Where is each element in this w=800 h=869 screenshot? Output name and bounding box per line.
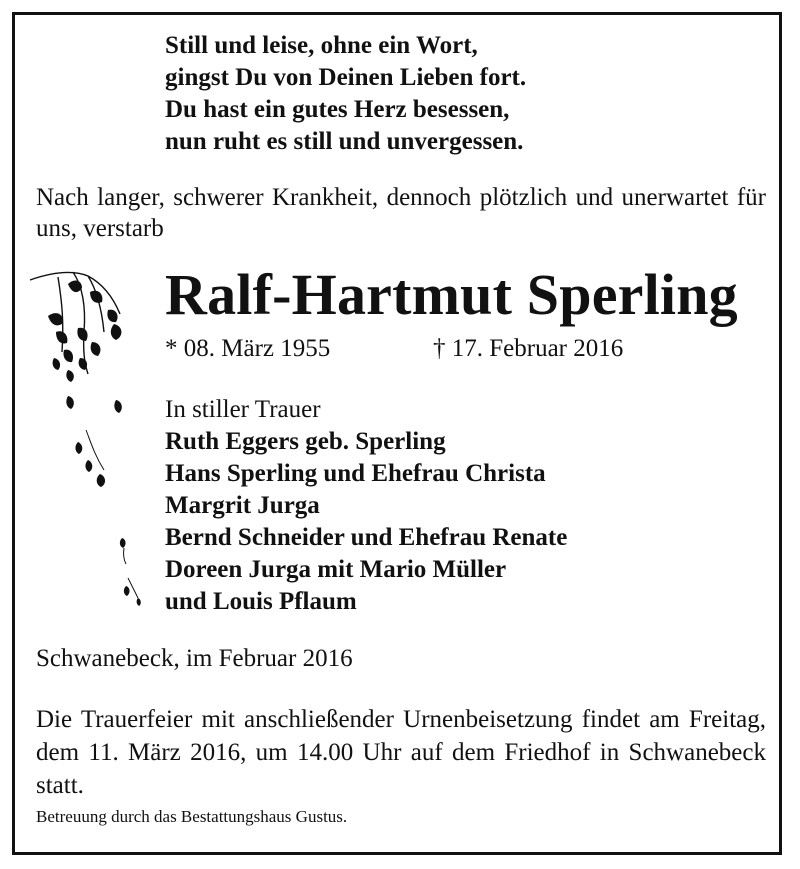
birch-branch-icon: [28, 262, 148, 627]
poem-line: Du hast ein gutes Herz besessen,: [165, 96, 510, 123]
death-date: † 17. Februar 2016: [433, 335, 624, 362]
mourning-heading: In stiller Trauer: [165, 396, 321, 423]
mourners-list: [165, 394, 567, 618]
mourner-name: Margrit Jurga: [165, 492, 320, 519]
place-and-date: Schwanebeck, im Februar 2016: [36, 645, 353, 672]
mourner-name: Ruth Eggers geb. Sperling: [165, 428, 446, 455]
death-announcement-intro: Nach langer, schwerer Krankheit, dennoch plötzlich und unerwartet für uns, verstarb: [36, 184, 766, 242]
mourner-name: Hans Sperling und Ehefrau Christa: [165, 460, 546, 487]
life-dates: [165, 334, 624, 364]
mourner-name: Bernd Schneider und Ehefrau Renate: [165, 524, 568, 551]
funeral-home-credit: Betreuung durch das Bestattungshaus Gustus.: [36, 807, 348, 826]
mourner-name: Doreen Jurga mit Mario Müller: [165, 556, 507, 583]
poem-line: Still und leise, ohne ein Wort,: [165, 32, 478, 59]
memorial-poem: [165, 30, 526, 158]
birth-date: * 08. März 1955: [165, 335, 331, 362]
poem-line: gingst Du von Deinen Lieben fort.: [165, 64, 527, 91]
funeral-notice: Die Trauerfeier mit anschließender Urnenbeisetzung findet am Freitag, dem 11. März 2016, um 14.00 Uhr auf dem Friedhof in Schwanebeck statt.: [36, 706, 766, 799]
poem-line: nun ruht es still und unvergessen.: [165, 128, 524, 155]
mourner-name: und Louis Pflaum: [165, 588, 357, 615]
deceased-name: Ralf-Hartmut Sperling: [165, 262, 738, 327]
